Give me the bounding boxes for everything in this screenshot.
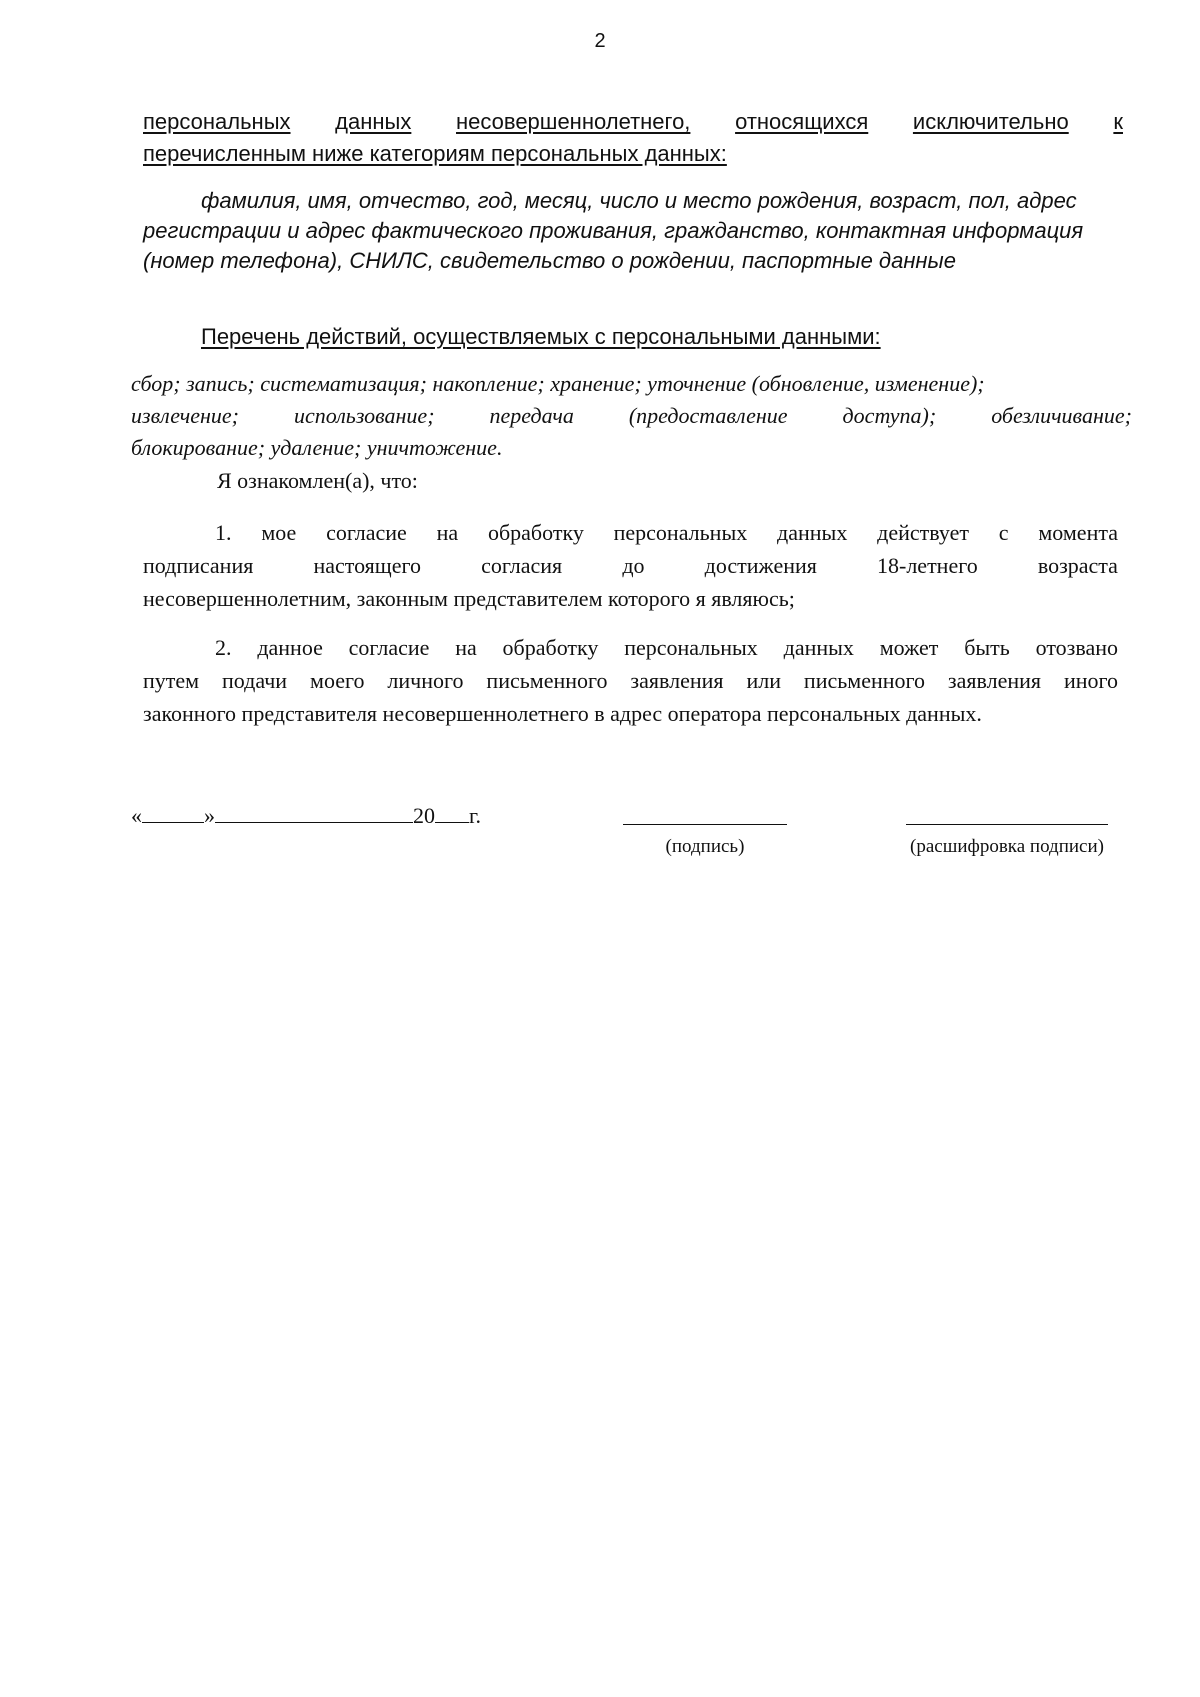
actions-word: передача xyxy=(489,403,574,428)
signature-line[interactable] xyxy=(623,824,787,825)
categories-list xyxy=(143,186,1123,276)
item-word: подписания xyxy=(143,553,254,578)
item-2-line-3: законного представителя несовершеннолетнего в адрес оператора персональных данных. xyxy=(143,701,982,726)
consent-item-2 xyxy=(143,631,1118,730)
page-number: 2 xyxy=(594,30,606,52)
signature-row xyxy=(131,800,1131,870)
item-1-line-3: несовершеннолетним, законным представителем которого я являюсь; xyxy=(143,586,795,611)
item-2-line-2: путем подачи моего личного письменного заявления или письменного заявления иного xyxy=(143,668,1118,693)
date-field xyxy=(131,800,481,829)
consent-item-1 xyxy=(143,516,1118,615)
item-word: достижения xyxy=(704,553,817,578)
day-blank[interactable] xyxy=(142,800,204,823)
actions-line-2 xyxy=(131,400,1132,432)
acknowledgement-label: Я ознакомлен(а), что: xyxy=(217,468,418,493)
actions-word: извлечение; xyxy=(131,403,240,428)
actions-line-3: блокирование; удаление; уничтожение. xyxy=(131,435,503,460)
actions-line-1: сбор; запись; систематизация; накопление; хранение; уточнение (обновление, изменение); xyxy=(131,371,985,396)
actions-word: обезличивание; xyxy=(991,403,1132,428)
year-blank[interactable] xyxy=(435,800,469,823)
item-word: 18-летнего xyxy=(877,553,978,578)
item-1-line-1: 1. мое согласие на обработку персональных данных действует с момента xyxy=(215,520,1118,545)
intro-word: персональных xyxy=(143,109,291,134)
signature-decoding-line[interactable] xyxy=(906,824,1108,825)
intro-word: несовершеннолетнего, xyxy=(456,109,691,134)
categories-line: регистрации и адрес фактического проживания, гражданство, контактная информация xyxy=(143,218,1084,243)
item-word: настоящего xyxy=(313,553,421,578)
intro-line-1 xyxy=(143,106,1123,138)
year-prefix: 20 xyxy=(413,803,435,828)
intro-word: к xyxy=(1113,109,1123,134)
year-suffix: г. xyxy=(469,803,482,828)
intro-word: исключительно xyxy=(912,109,1069,134)
categories-line: фамилия, имя, отчество, год, месяц, число и место рождения, возраст, пол, адрес xyxy=(201,188,1077,213)
item-word: согласия xyxy=(481,553,563,578)
signature-decoding-caption: (расшифровка подписи) xyxy=(910,836,1104,857)
item-word: до xyxy=(622,553,645,578)
actions-word: (предоставление xyxy=(628,403,788,428)
actions-word: доступа); xyxy=(842,403,937,428)
actions-list xyxy=(131,368,1132,464)
item-word: возраста xyxy=(1037,553,1118,578)
month-blank[interactable] xyxy=(215,800,413,823)
signature-caption: (подпись) xyxy=(665,836,745,857)
categories-line: (номер телефона), СНИЛС, свидетельство о рождении, паспортные данные xyxy=(143,248,956,273)
open-quote: « xyxy=(131,803,142,828)
intro-line-2: перечисленным ниже категориям персональных данных: xyxy=(143,141,727,166)
actions-word: использование; xyxy=(294,403,435,428)
close-quote: » xyxy=(204,803,215,828)
actions-heading: Перечень действий, осуществляемых с персональными данными: xyxy=(201,324,881,349)
item-2-line-1: 2. данное согласие на обработку персональных данных может быть отозвано xyxy=(215,635,1118,660)
item-1-line-2 xyxy=(143,549,1118,582)
intro-paragraph xyxy=(143,106,1123,170)
intro-word: относящихся xyxy=(735,109,869,134)
intro-word: данных xyxy=(335,109,412,134)
